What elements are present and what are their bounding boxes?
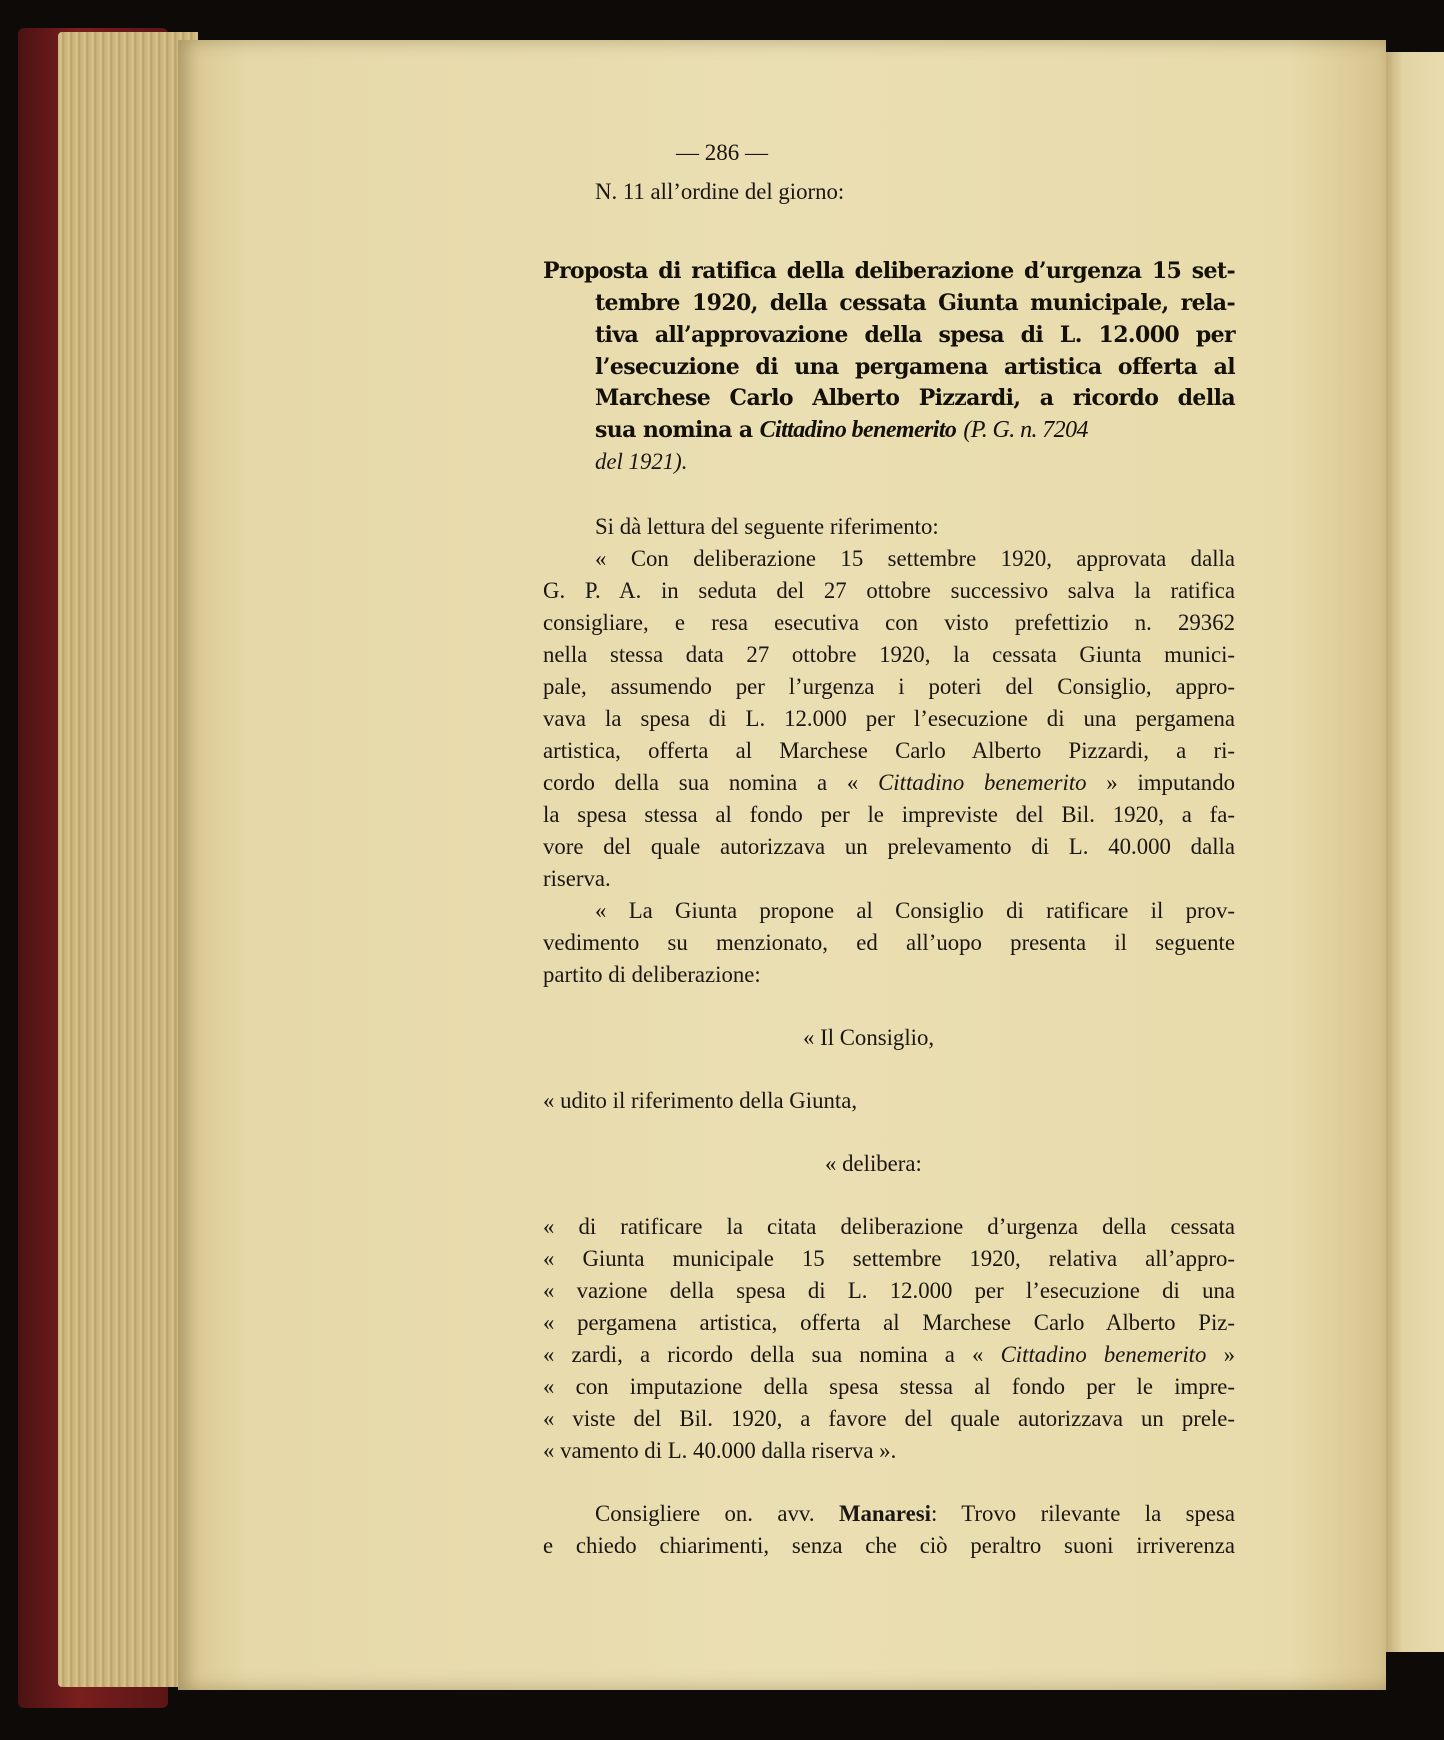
delibera-line: « delibera:	[825, 1151, 922, 1176]
body-line: G. P. A. in seduta del 27 ottobre successivo salva la ratifica	[543, 578, 1235, 603]
body-line: riserva.	[543, 866, 611, 891]
resolution-line: « di ratificare la citata deliberazione d’urgenza della cessata	[543, 1214, 1235, 1239]
speech-line: Consigliere on. avv. Manaresi: Trovo rilevante la spesa	[595, 1501, 1235, 1526]
resolution-line: « viste del Bil. 1920, a favore del quale autorizzava un prele-	[543, 1406, 1235, 1431]
title-line: Proposta di ratifica della deliberazione d’urgenza 15 set-	[543, 258, 1235, 284]
resolution-line: « vamento di L. 40.000 dalla riserva ».	[543, 1438, 897, 1463]
title-line: tiva all’approvazione della spesa di L. 12.000 per	[595, 322, 1235, 348]
speaker-name: Manaresi	[838, 1501, 931, 1526]
title-line: Marchese Carlo Alberto Pizzardi, a ricordo della	[595, 385, 1235, 411]
body-line: la spesa stessa al fondo per le impreviste del Bil. 1920, a fa-	[543, 802, 1235, 827]
title-line: l’esecuzione di una pergamena artistica offerta al	[595, 354, 1235, 380]
facing-page-edge	[1380, 52, 1444, 1652]
resolution-line: « zardi, a ricordo della sua nomina a « Cittadino benemerito »	[543, 1342, 1235, 1367]
title-italic: Cittadino benemerito	[759, 417, 957, 443]
resolution-line: « pergamena artistica, offerta al Marchese Carlo Alberto Piz-	[543, 1310, 1235, 1335]
body-line: « Con deliberazione 15 settembre 1920, approvata dalla	[595, 546, 1235, 571]
title-line: tembre 1920, della cessata Giunta municipale, rela-	[595, 290, 1235, 316]
giunta-line: vedimento su menzionato, ed all’uopo presenta il seguente	[543, 930, 1235, 955]
title-reference: (P. G. n. 7204	[963, 417, 1088, 443]
body-line: consigliare, e resa esecutiva con visto prefettizio n. 29362	[543, 610, 1235, 635]
title-reference-end: del 1921).	[595, 449, 688, 474]
page-edges	[58, 32, 198, 1687]
speech-line: e chiedo chiarimenti, senza che ciò peraltro suoni irriverenza	[543, 1533, 1235, 1558]
body-line: pale, assumendo per l’urgenza i poteri del Consiglio, appro-	[543, 674, 1235, 699]
title-last-line: sua nomina a Cittadino benemerito (P. G. n. 7204	[595, 417, 1088, 443]
page-number: — 286 —	[676, 140, 768, 165]
body-line: cordo della sua nomina a « Cittadino benemerito » imputando	[543, 770, 1235, 795]
intro-line: Si dà lettura del seguente riferimento:	[595, 514, 939, 539]
body-line: artistica, offerta al Marchese Carlo Alberto Pizzardi, a ri-	[543, 738, 1235, 763]
resolution-line: « Giunta municipale 15 settembre 1920, relativa all’appro-	[543, 1246, 1235, 1271]
giunta-line: partito di deliberazione:	[543, 962, 761, 987]
udito-line: « udito il riferimento della Giunta,	[543, 1088, 858, 1113]
body-line: vore del quale autorizzava un prelevamento di L. 40.000 dalla	[543, 834, 1235, 859]
giunta-line: « La Giunta propone al Consiglio di ratificare il prov-	[595, 898, 1235, 923]
resolution-line: « vazione della spesa di L. 12.000 per l’esecuzione di una	[543, 1278, 1235, 1303]
agenda-item: N. 11 all’ordine del giorno:	[595, 179, 845, 204]
resolution-line: « con imputazione della spesa stessa al fondo per le impre-	[543, 1374, 1235, 1399]
body-line: vava la spesa di L. 12.000 per l’esecuzione di una pergamena	[543, 706, 1235, 731]
body-line: nella stessa data 27 ottobre 1920, la cessata Giunta munici-	[543, 642, 1235, 667]
consiglio-line: « Il Consiglio,	[803, 1025, 935, 1050]
